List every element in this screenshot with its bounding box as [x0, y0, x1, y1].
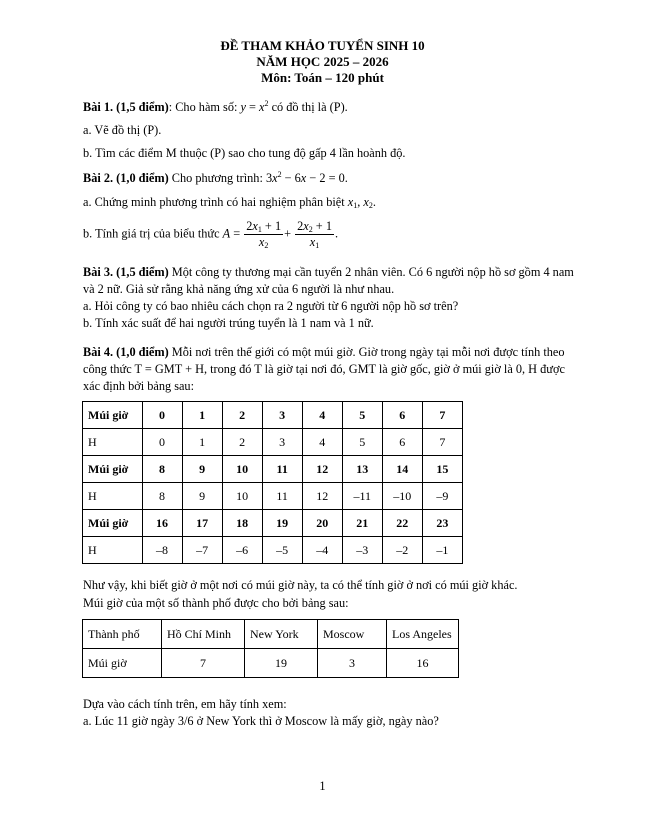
- timezone-cell: 2: [222, 429, 262, 456]
- bai1-text: : Cho hàm số:: [168, 100, 241, 114]
- timezone-cell: –8: [142, 537, 182, 564]
- school-year: NĂM HỌC 2025 – 2026: [256, 54, 389, 69]
- bai4-part-a: a. Lúc 11 giờ ngày 3/6 ở New York thì ở Moscow là mấy giờ, ngày nào?: [83, 714, 439, 728]
- timezone-cell: 4: [302, 429, 342, 456]
- timezone-cell: 3: [262, 402, 302, 429]
- city-table-row: [83, 649, 459, 678]
- timezone-cell: –5: [262, 537, 302, 564]
- bai2-statement: Bài 2. (1,0 điểm) Cho phương trình: $3x^2 - 6x - 2 = 0$.: [83, 170, 348, 185]
- timezone-cell: 20: [302, 510, 342, 537]
- timezone-cell: 4: [302, 402, 342, 429]
- timezone-table: [82, 401, 463, 564]
- timezone-cell: 14: [382, 456, 422, 483]
- timezone-cell: 0: [142, 429, 182, 456]
- city-header-cell: Los Angeles: [387, 620, 459, 649]
- timezone-cell: 9: [182, 456, 222, 483]
- timezone-cell: 17: [182, 510, 222, 537]
- bai1-label: Bài 1. (1,5 điểm): [83, 100, 169, 114]
- timezone-cell: –9: [422, 483, 462, 510]
- timezone-cell: 16: [142, 510, 182, 537]
- timezone-cell: 6: [382, 429, 422, 456]
- city-timezone-table: [82, 619, 459, 678]
- timezone-offset-row: [83, 483, 463, 510]
- timezone-cell: 2: [222, 402, 262, 429]
- bai1-suffix: có đồ thị là (P).: [268, 100, 348, 114]
- timezone-cell: 7: [422, 402, 462, 429]
- bai2-label: Bài 2. (1,0 điểm): [83, 171, 169, 185]
- timezone-cell: 5: [342, 402, 382, 429]
- bai2-text: Cho phương trình:: [168, 171, 266, 185]
- timezone-cell: 8: [142, 456, 182, 483]
- timezone-cell: –10: [382, 483, 422, 510]
- bai3-label: Bài 3. (1,5 điểm): [83, 265, 169, 279]
- timezone-row-label: Múi giờ: [83, 402, 143, 429]
- bai4-label: Bài 4. (1,0 điểm): [83, 345, 169, 359]
- timezone-cell: 11: [262, 456, 302, 483]
- bai1-part-a: a. Vẽ đồ thị (P).: [83, 123, 162, 137]
- city-header-cell: New York: [245, 620, 318, 649]
- timezone-offset-row: [83, 429, 463, 456]
- bai4-after-line2: Múi giờ của một số thành phố được cho bởi bảng sau:: [83, 596, 349, 610]
- timezone-cell: 23: [422, 510, 462, 537]
- timezone-offset-row: [83, 537, 463, 564]
- bai3-statement-line1: [83, 265, 574, 280]
- timezone-cell: 13: [342, 456, 382, 483]
- subject-line: Môn: Toán – 120 phút: [261, 70, 384, 85]
- bai4-statement-line2: công thức T = GMT + H, trong đó T là giờ tại nơi đó, GMT là giờ gốc, giờ ở múi giờ là 0, H được: [83, 362, 565, 376]
- timezone-row-label: Múi giờ: [83, 510, 143, 537]
- timezone-cell: 22: [382, 510, 422, 537]
- city-header-cell: Moscow: [318, 620, 387, 649]
- timezone-cell: 21: [342, 510, 382, 537]
- timezone-cell: 10: [222, 483, 262, 510]
- bai3-statement-line2: và 2 nữ. Giả sử rằng khả năng ứng xử của 6 người là như nhau.: [83, 282, 395, 296]
- timezone-cell: –6: [222, 537, 262, 564]
- timezone-cell: 11: [262, 483, 302, 510]
- timezone-cell: 15: [422, 456, 462, 483]
- timezone-cell: 3: [262, 429, 302, 456]
- fraction-1: $\frac{2x_1 + 1}{x_2}$: [246, 219, 282, 250]
- timezone-cell: 12: [302, 483, 342, 510]
- bai4-statement-line1: [83, 345, 565, 360]
- timezone-row-label: H: [83, 483, 143, 510]
- timezone-cell: –11: [342, 483, 382, 510]
- timezone-cell: –4: [302, 537, 342, 564]
- timezone-cell: 9: [182, 483, 222, 510]
- city-row-label: Múi giờ: [83, 649, 162, 678]
- timezone-row-label: Múi giờ: [83, 456, 143, 483]
- bai4-text1: Mỗi nơi trên thế giới có một múi giờ. Giờ trong ngày tại mỗi nơi được tính theo: [168, 345, 565, 359]
- city-row-cell: 19: [245, 649, 318, 678]
- bai4-statement-line3: xác định bởi bảng sau:: [83, 379, 195, 393]
- city-row-cell: 3: [318, 649, 387, 678]
- timezone-cell: 6: [382, 402, 422, 429]
- city-header-cell: Hồ Chí Minh: [162, 620, 245, 649]
- timezone-cell: –1: [422, 537, 462, 564]
- timezone-cell: 8: [142, 483, 182, 510]
- timezone-cell: 7: [422, 429, 462, 456]
- timezone-cell: 5: [342, 429, 382, 456]
- bai2-part-b: b. Tính giá trị của biểu thức A = $\frac{2x_1 + 1}{x_2}$ + $\frac{2x_2 + 1}{x_1}$ .: [83, 219, 339, 250]
- timezone-zone-row: [83, 456, 463, 483]
- bai2-b-text: b. Tính giá trị của biểu thức: [83, 226, 223, 241]
- timezone-cell: 12: [302, 456, 342, 483]
- timezone-cell: 19: [262, 510, 302, 537]
- city-row-cell: 16: [387, 649, 459, 678]
- timezone-cell: –2: [382, 537, 422, 564]
- bai2-a-text: a. Chứng minh phương trình có hai nghiệm phân biệt: [83, 195, 348, 209]
- city-row-cell: 7: [162, 649, 245, 678]
- timezone-cell: 10: [222, 456, 262, 483]
- timezone-row-label: H: [83, 537, 143, 564]
- timezone-cell: –3: [342, 537, 382, 564]
- exam-title: ĐỀ THAM KHẢO TUYỂN SINH 10: [220, 38, 425, 53]
- city-table-header-row: [83, 620, 459, 649]
- bai3-part-a: a. Hỏi công ty có bao nhiêu cách chọn ra 2 người từ 6 người nộp hồ sơ trên?: [83, 299, 459, 313]
- timezone-cell: 1: [182, 402, 222, 429]
- timezone-cell: 1: [182, 429, 222, 456]
- timezone-zone-row: [83, 510, 463, 537]
- bai4-after-line1: Như vậy, khi biết giờ ở một nơi có múi giờ này, ta có thể tính giờ ở nơi có múi giờ khác.: [83, 578, 518, 592]
- bai1-statement: Bài 1. (1,5 điểm): Cho hàm số: $y = x^2$ có đồ thị là (P).: [83, 99, 348, 114]
- timezone-zone-row: [83, 402, 463, 429]
- timezone-cell: 18: [222, 510, 262, 537]
- timezone-cell: –7: [182, 537, 222, 564]
- page-number: 1: [319, 779, 326, 793]
- bai3-part-b: b. Tính xác suất để hai người trúng tuyển là 1 nam và 1 nữ.: [83, 316, 374, 330]
- bai1-part-b: b. Tìm các điểm M thuộc (P) sao cho tung độ gấp 4 lần hoành độ.: [83, 146, 406, 160]
- timezone-row-label: H: [83, 429, 143, 456]
- bai4-after-line3: Dựa vào cách tính trên, em hãy tính xem:: [83, 697, 287, 711]
- timezone-cell: 0: [142, 402, 182, 429]
- bai3-text1: Một công ty thương mại cần tuyển 2 nhân viên. Có 6 người nộp hồ sơ gồm 4 nam: [168, 265, 574, 279]
- city-header-cell: Thành phố: [83, 620, 162, 649]
- bai2-part-a: a. Chứng minh phương trình có hai nghiệm phân biệt $x_1$, $x_2$.: [83, 195, 376, 210]
- fraction-2: $\frac{2x_2 + 1}{x_1}$: [297, 219, 332, 250]
